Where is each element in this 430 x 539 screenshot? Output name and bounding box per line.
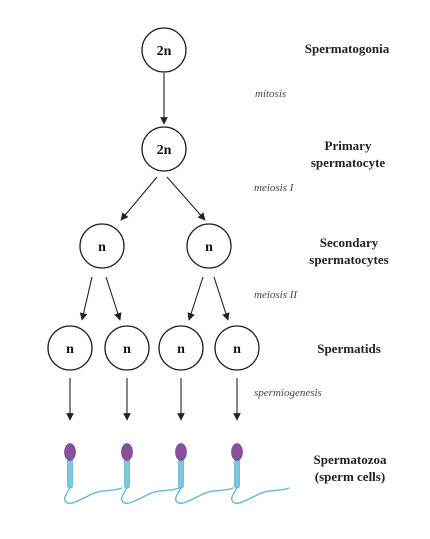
label-spermatogonia: Spermatogonia xyxy=(304,41,390,56)
secondary-spermatocyte-cell xyxy=(80,224,124,268)
label-primary-line2: spermatocyte xyxy=(310,155,386,170)
label-primary: Primary xyxy=(324,138,372,153)
spermatid-ploidy: n xyxy=(233,342,241,357)
spermatid-ploidy: n xyxy=(123,342,131,357)
arrow-meiosis1-right xyxy=(167,177,205,220)
spermatid-ploidy: n xyxy=(177,342,185,357)
spermatid-cell xyxy=(48,326,92,370)
spermatogonium-ploidy: 2n xyxy=(156,44,172,59)
label-secondary-line2: spermatocytes xyxy=(309,252,389,267)
sperm-cell-icon xyxy=(122,444,180,504)
process-mitosis: mitosis xyxy=(255,88,287,100)
spermatid-cell xyxy=(159,326,203,370)
spermatid-cell xyxy=(105,326,149,370)
label-secondary: Secondary xyxy=(319,235,379,250)
label-spermatids: Spermatids xyxy=(317,341,381,356)
arrow-meiosis2 xyxy=(82,277,92,320)
secondary-spermatocyte-cell xyxy=(187,224,231,268)
secondary-ploidy: n xyxy=(98,240,106,255)
label-spermatozoa: Spermatozoa xyxy=(313,452,387,467)
arrow-meiosis2 xyxy=(189,277,203,320)
primary-spermatocyte-cell xyxy=(142,127,186,171)
sperm-cell-icon xyxy=(65,444,123,504)
spermatid-ploidy: n xyxy=(66,342,74,357)
spermatid-cell xyxy=(215,326,259,370)
process-spermiogenesis: spermiogenesis xyxy=(254,387,322,399)
secondary-ploidy: n xyxy=(205,240,213,255)
label-spermatozoa-line2: (sperm cells) xyxy=(314,469,386,484)
arrow-meiosis2 xyxy=(214,277,228,320)
sperm-cell-icon xyxy=(232,444,290,504)
spermatogonium-cell xyxy=(142,28,186,72)
primary-ploidy: 2n xyxy=(156,143,172,158)
arrow-meiosis1-left xyxy=(121,177,157,220)
process-meiosis1: meiosis I xyxy=(254,182,294,194)
process-meiosis2: meiosis II xyxy=(254,289,298,301)
sperm-cell-icon xyxy=(176,444,234,504)
arrow-meiosis2 xyxy=(106,277,120,320)
